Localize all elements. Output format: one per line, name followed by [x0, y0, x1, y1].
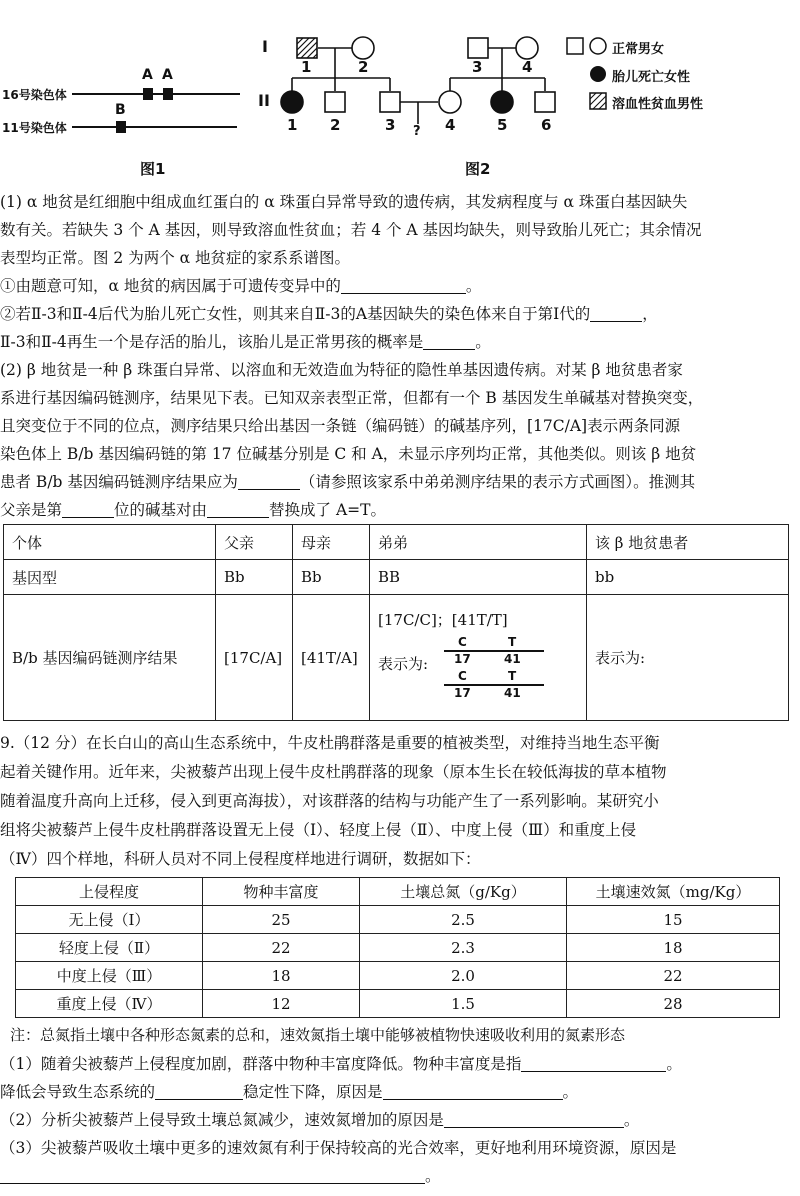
- brother-seq-text: [17C/C]；[41T/T]: [378, 611, 508, 629]
- i3-number: 3: [472, 58, 483, 76]
- chr11-label: 11号染色体: [2, 121, 67, 135]
- q9-line4: 组将尖被藜芦上侵牛皮杜鹃群落设置无上侵（Ⅰ）、轻度上侵（Ⅱ）、中度上侵（Ⅲ）和重度上侵: [0, 821, 637, 839]
- diagram-pos: 41: [504, 652, 521, 666]
- q9-line2: 起着关键作用。近年来，尖被藜芦出现上侵牛皮杜鹃群落的现象（原本生长在较低海拔的草本植物: [0, 763, 667, 781]
- q9-s2-blank[interactable]: [444, 1109, 624, 1128]
- table-header: 物种丰富度: [203, 878, 360, 906]
- legend-filled-circle: [590, 66, 606, 82]
- diagram-pos: 41: [504, 686, 521, 700]
- table-cell: 18: [567, 934, 780, 962]
- q1-sub2b-blank[interactable]: [423, 331, 475, 350]
- q1-sub2a-blank[interactable]: [590, 303, 642, 322]
- table-cell: 2.0: [360, 962, 567, 990]
- q2-line1: (2) β 地贫是一种 β 珠蛋白异常、以溶血和无效造血为特征的隐性单基因遗传病。对某 β 地贫患者家: [0, 361, 683, 379]
- q9-s1a: （1）随着尖被藜芦上侵程度加剧，群落中物种丰富度降低。物种丰富度是指: [0, 1055, 522, 1073]
- i1-number: 1: [301, 58, 312, 76]
- table-header: 该 β 地贫患者: [587, 525, 789, 560]
- gene-a2-label: A: [162, 67, 173, 83]
- i4-number: 4: [522, 58, 533, 76]
- diagram-base: C: [458, 669, 467, 683]
- q1-sub2b: Ⅱ-3和Ⅱ-4再生一个是存活的胎儿，该胎儿是正常男孩的概率是 。: [0, 333, 491, 351]
- table-header: 土壤速效氮（mg/Kg）: [567, 878, 780, 906]
- q2-line5b: （请参照该家系中弟弟测序结果的表示方式画图）。推测其: [299, 473, 696, 491]
- table-header: 个体: [4, 525, 216, 560]
- q1-sub2a: ②若Ⅱ-3和Ⅱ-4后代为胎儿死亡女性，则其来自Ⅱ-3的A基因缺失的染色体来自于第Ⅰ代的 ，: [0, 305, 658, 323]
- brother-seq-cell: [370, 595, 587, 721]
- q2-line5a: 患者 B/b 基因编码链测序结果应为: [0, 473, 238, 491]
- table-cell: bb: [587, 560, 789, 595]
- legend-normal-label: 正常男女: [612, 42, 665, 57]
- legend-hatched-square: [590, 93, 606, 109]
- table-cell: 25: [203, 906, 360, 934]
- table-cell: 2.3: [360, 934, 567, 962]
- table-row: [4, 525, 789, 560]
- q9-s1b: 降低会导致生态系统的: [0, 1083, 156, 1101]
- legend-dead-label: 胎儿死亡女性: [612, 70, 691, 85]
- table-cell: 1.5: [360, 990, 567, 1018]
- q9-s3-blank[interactable]: [0, 1165, 425, 1184]
- table-row: [16, 962, 780, 990]
- q2-line6b: 位的碱基对由: [114, 501, 208, 519]
- table-cell: Bb: [216, 560, 293, 595]
- ii4-number: 4: [445, 116, 456, 134]
- q1-sub2b-text: Ⅱ-3和Ⅱ-4再生一个是存活的胎儿，该胎儿是正常男孩的概率是: [0, 333, 424, 351]
- q2-seq-blank[interactable]: [238, 471, 300, 490]
- table-header: 弟弟: [370, 525, 587, 560]
- ii1-dead-female: [281, 91, 303, 113]
- ii6-normal-male: [535, 92, 555, 112]
- table-cell: 中度上侵（Ⅲ）: [16, 962, 203, 990]
- q9-s1c-blank[interactable]: [383, 1081, 563, 1100]
- q1-sub2a-text: ②若Ⅱ-3和Ⅱ-4后代为胎儿死亡女性，则其来自Ⅱ-3的A基因缺失的染色体来自于第Ⅰ代的: [0, 305, 591, 323]
- offspring-question: ?: [413, 124, 421, 139]
- table-cell: 基因型: [4, 560, 216, 595]
- table-header: 父亲: [216, 525, 293, 560]
- q2-line5: [0, 468, 792, 497]
- q9-note: 注：总氮指土壤中各种形态氮素的总和，速效氮指土壤中能够被植物快速吸收利用的氮素形态: [10, 1026, 626, 1044]
- q9-line5: （Ⅳ）四个样地，科研人员对不同上侵程度样地进行调研，数据如下：: [0, 850, 481, 868]
- q1-sub1-text: ①由题意可知，α 地贫的病因属于可遗传变异中的: [0, 277, 341, 295]
- patient-shown-label: 表示为:: [595, 649, 646, 667]
- q9-s3: （3）尖被藜芦吸收土壤中更多的速效氮有利于保持较高的光合效率，更好地利用环境资源，原因是: [0, 1139, 677, 1157]
- q2-line6: [0, 496, 792, 525]
- ii3-normal-male: [380, 92, 400, 112]
- chr16-label: 16号染色体: [2, 88, 67, 102]
- table-cell: 重度上侵（Ⅳ）: [16, 990, 203, 1018]
- q2-line6c: 替换成了 A=T。: [269, 501, 386, 519]
- diagram-base: T: [508, 669, 517, 683]
- q9-s1: （1）随着尖被藜芦上侵程度加剧，群落中物种丰富度降低。物种丰富度是指 。: [0, 1055, 682, 1073]
- table-row: [4, 595, 789, 721]
- table-row: [4, 560, 789, 595]
- q9-s2: （2）分析尖被藜芦上侵导致土壤总氮减少，速效氮增加的原因是 。: [0, 1111, 640, 1129]
- ii5-dead-female: [491, 91, 513, 113]
- q2-base-blank[interactable]: [207, 499, 269, 518]
- i4-normal-female: [516, 37, 538, 59]
- table-row: [16, 878, 780, 906]
- table-cell: [17C/A]: [216, 595, 293, 721]
- diagram-pos: 17: [454, 652, 471, 666]
- ii4-normal-female: [439, 91, 461, 113]
- table-row: [16, 906, 780, 934]
- table-cell: 轻度上侵（Ⅱ）: [16, 934, 203, 962]
- ii1-number: 1: [287, 116, 298, 134]
- ii2-number: 2: [330, 116, 341, 134]
- q2-line3: 且突变位于不同的位点，测序结果只给出基因一条链（编码链）的碱基序列，[17C/A]表示两条同源: [0, 417, 681, 435]
- ii5-number: 5: [497, 116, 508, 134]
- q2-line2: 系进行基因编码链测序，结果见下表。已知双亲表型正常，但都有一个 B 基因发生单碱基对替换突变，: [0, 389, 704, 407]
- q2-line6a: 父亲是第: [0, 501, 63, 519]
- table-header: 土壤总氮（g/Kg）: [360, 878, 567, 906]
- q1-line3: 表型均正常。图 2 为两个 α 地贫症的家系系谱图。: [0, 249, 351, 267]
- ii6-number: 6: [541, 116, 552, 134]
- q9-s1c: 稳定性下降，原因是: [243, 1083, 383, 1101]
- table-cell: 28: [567, 990, 780, 1018]
- table-cell: 22: [567, 962, 780, 990]
- table-header: 上侵程度: [16, 878, 203, 906]
- gen1-label: I: [262, 37, 268, 56]
- q1-sub1-blank[interactable]: [341, 275, 466, 294]
- table-cell: 无上侵（Ⅰ）: [16, 906, 203, 934]
- table-cell: 18: [203, 962, 360, 990]
- table-header: 母亲: [293, 525, 370, 560]
- q9-s1-cont: 降低会导致生态系统的 稳定性下降，原因是 。: [0, 1083, 579, 1101]
- ii3-number: 3: [385, 116, 396, 134]
- ii2-normal-male: [325, 92, 345, 112]
- table-cell: B/b 基因编码链测序结果: [4, 595, 216, 721]
- gene-b-label: B: [115, 102, 126, 118]
- table-cell: [41T/A]: [293, 595, 370, 721]
- q1-line2: 数有关。若缺失 3 个 A 基因，则导致溶血性贫血；若 4 个 A 基因均缺失，则导致胎儿死亡；其余情况: [0, 221, 702, 239]
- table-cell: 22: [203, 934, 360, 962]
- q9-s2-text: （2）分析尖被藜芦上侵导致土壤总氮减少，速效氮增加的原因是: [0, 1111, 444, 1129]
- brother-shown-label: 表示为:: [378, 655, 429, 673]
- q1-line1: (1) α 地贫是红细胞中组成血红蛋白的 α 珠蛋白异常导致的遗传病，其发病程度与 α 珠蛋白基因缺失: [0, 193, 688, 211]
- q2-line4: 染色体上 B/b 基因编码链的第 17 位碱基分别是 C 和 A，未显示序列均正常，其他类似。则该 β 地贫: [0, 445, 697, 463]
- sequencing-table: [3, 524, 789, 721]
- fig2-caption: 图2: [465, 160, 491, 178]
- table-cell: 2.5: [360, 906, 567, 934]
- q9-line3: 随着温度升高向上迁移，侵入到更高海拔），对该群落的结构与功能产生了一系列影响。某研究小: [0, 792, 659, 810]
- q9-line1: 9.（12 分）在长白山的高山生态系统中，牛皮杜鹃群落是重要的植被类型，对维持当地生态平衡: [0, 734, 660, 752]
- legend-circle: [590, 38, 606, 54]
- legend-hemo-label: 溶血性贫血男性: [612, 97, 704, 112]
- legend-square: [567, 38, 583, 54]
- table-cell: 15: [567, 906, 780, 934]
- patient-shown-cell[interactable]: [587, 595, 789, 721]
- table-cell: BB: [370, 560, 587, 595]
- q1-sub1: ①由题意可知，α 地贫的病因属于可遗传变异中的 。: [0, 277, 482, 295]
- i2-number: 2: [358, 58, 369, 76]
- brother-seq-diagram: [444, 635, 544, 705]
- fig1-caption: 图1: [140, 160, 166, 178]
- q9-s3-answer: 。: [0, 1162, 792, 1191]
- q9-s1a-blank[interactable]: [521, 1053, 666, 1072]
- i3-normal-male: [468, 38, 488, 58]
- diagram-base: C: [458, 635, 467, 649]
- i2-normal-female: [352, 37, 374, 59]
- table-row: [16, 934, 780, 962]
- gene-a1-label: A: [142, 67, 153, 83]
- diagram-pos: 17: [454, 686, 471, 700]
- gen2-label: II: [258, 91, 270, 110]
- table-row: [16, 990, 780, 1018]
- q2-pos-blank[interactable]: [62, 499, 114, 518]
- table-cell: 12: [203, 990, 360, 1018]
- q9-s1b-blank[interactable]: [155, 1081, 243, 1100]
- invasion-table: [15, 877, 780, 1018]
- table-cell: Bb: [293, 560, 370, 595]
- diagram-base: T: [508, 635, 517, 649]
